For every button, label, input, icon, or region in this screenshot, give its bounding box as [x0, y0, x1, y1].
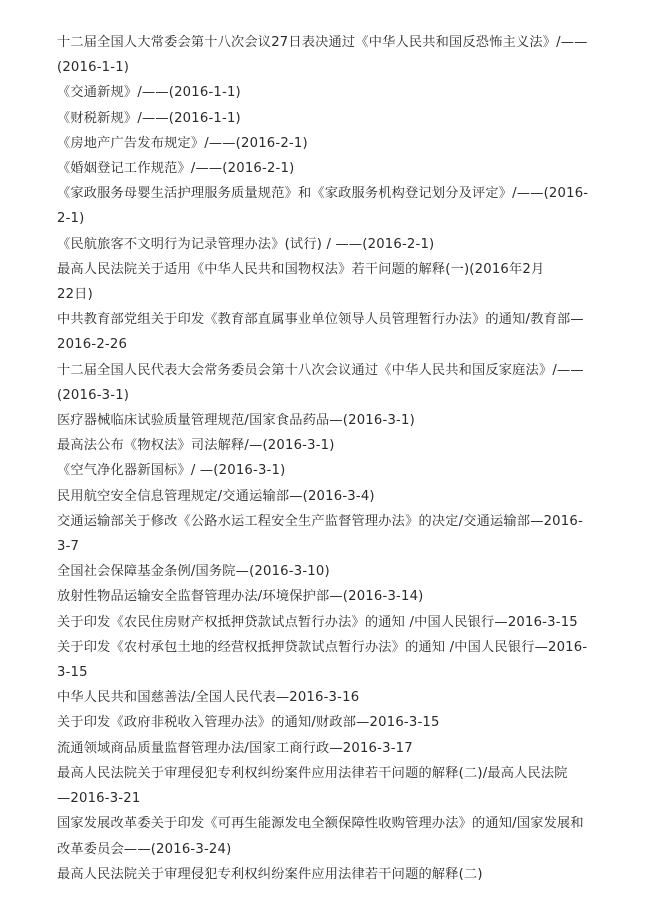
text-line: 最高人民法院关于审理侵犯专利权纠纷案件应用法律若干问题的解释(二)	[57, 866, 483, 882]
text-line: 《婚姻登记工作规范》/——(2016-2-1)	[57, 161, 295, 177]
text-line: 最高法公布《物权法》司法解释/—(2016-3-1)	[57, 438, 335, 454]
law-list-document	[57, 30, 627, 887]
text-line: (2016-3-1)	[57, 387, 130, 403]
text-line: 2-1)	[57, 211, 85, 227]
text-line: 关于印发《农村承包土地的经营权抵押贷款试点暂行办法》的通知 /中国人民银行—2016-	[57, 639, 588, 655]
text-line: 《民航旅客不文明行为记录管理办法》(试行) / ——(2016-2-1)	[57, 236, 435, 252]
text-line: 《空气净化器新国标》/ —(2016-3-1)	[57, 463, 286, 479]
text-line: 放射性物品运输安全监督管理办法/环境保护部—(2016-3-14)	[57, 589, 424, 605]
text-line: 《家政服务母婴生活护理服务质量规范》和《家政服务机构登记划分及评定》/——(2016-	[57, 186, 589, 202]
text-line: 交通运输部关于修改《公路水运工程安全生产监督管理办法》的决定/交通运输部—2016-	[57, 513, 583, 529]
text-line: (2016-1-1)	[57, 60, 130, 76]
text-line: 改革委员会——(2016-3-24)	[57, 841, 232, 857]
text-line: 最高人民法院关于审理侵犯专利权纠纷案件应用法律若干问题的解释(二)/最高人民法院	[57, 765, 568, 781]
text-line: 22日)	[57, 287, 93, 303]
text-line: 3-7	[57, 539, 80, 555]
text-line: 全国社会保障基金条例/国务院—(2016-3-10)	[57, 564, 330, 580]
text-line: 民用航空安全信息管理规定/交通运输部—(2016-3-4)	[57, 488, 375, 504]
text-line: 医疗器械临床试验质量管理规范/国家食品药品—(2016-3-1)	[57, 413, 415, 429]
text-line: 十二届全国人大常委会第十八次会议27日表决通过《中华人民共和国反恐怖主义法》/——	[57, 35, 588, 50]
text-line: —2016-3-21	[57, 791, 141, 807]
text-line: 流通领域商品质量监督管理办法/国家工商行政—2016-3-17	[57, 740, 413, 756]
text-line: 2016-2-26	[57, 337, 128, 353]
text-line: 十二届全国人民代表大会常务委员会第十八次会议通过《中华人民共和国反家庭法》/——	[57, 362, 584, 378]
text-line: 关于印发《农民住房财产权抵押贷款试点暂行办法》的通知 /中国人民银行—2016-3-15	[57, 614, 578, 630]
text-line: 中共教育部党组关于印发《教育部直属事业单位领导人员管理暂行办法》的通知/教育部—	[57, 312, 584, 328]
text-line: 关于印发《政府非税收入管理办法》的通知/财政部—2016-3-15	[57, 715, 440, 731]
text-line: 中华人民共和国慈善法/全国人民代表—2016-3-16	[57, 690, 360, 706]
text-line: 《房地产广告发布规定》/——(2016-2-1)	[57, 135, 308, 151]
text-line: 最高人民法院关于适用《中华人民共和国物权法》若干问题的解释(一)(2016年2月	[57, 261, 545, 277]
text-line: 3-15	[57, 665, 88, 681]
text-line: 国家发展改革委关于印发《可再生能源发电全额保障性收购管理办法》的通知/国家发展和	[57, 816, 584, 832]
text-line: 《财税新规》/——(2016-1-1)	[57, 110, 241, 126]
text-line: 《交通新规》/——(2016-1-1)	[57, 85, 241, 101]
